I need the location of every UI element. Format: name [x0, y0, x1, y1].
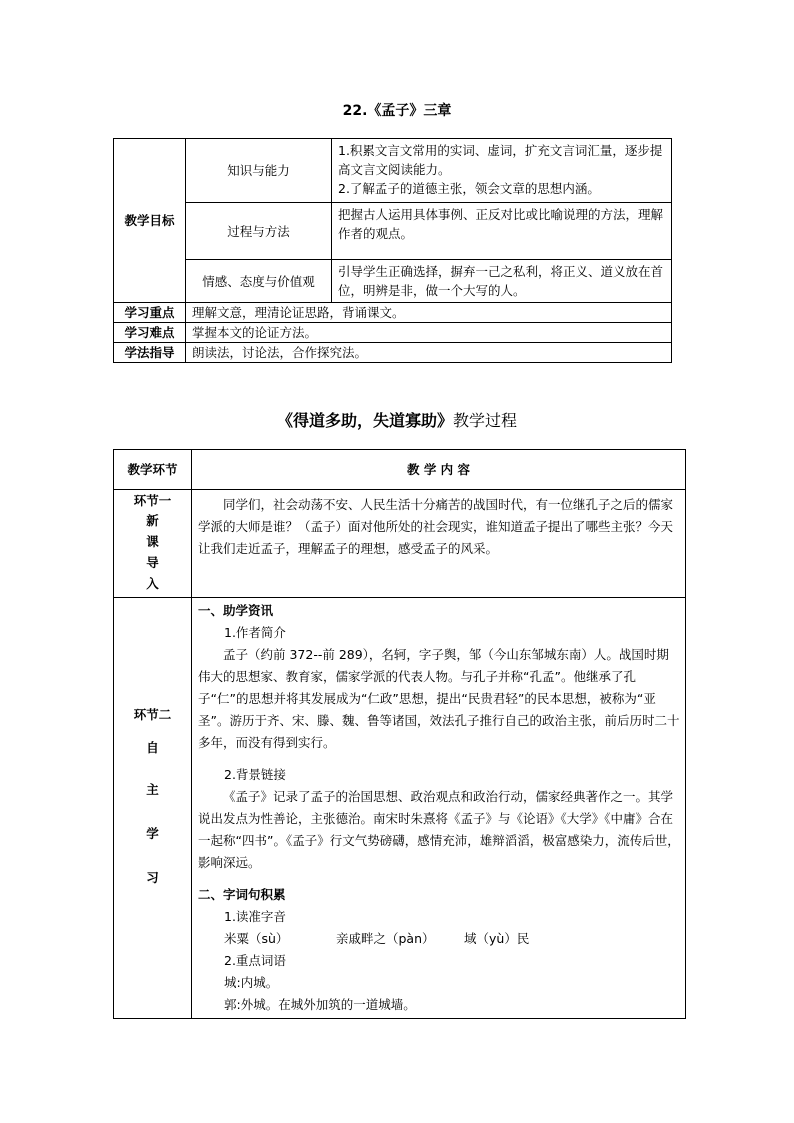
difficulty-label: 学习难点 — [114, 323, 186, 343]
stage2-char: 主 — [146, 782, 159, 797]
key-text: 理解文意，理清论证思路，背诵课文。 — [186, 303, 672, 323]
knowledge-text — [332, 139, 672, 203]
heading-words: 二、字词句积累 — [198, 887, 286, 902]
method-label: 学法指导 — [114, 343, 186, 363]
goal-label: 教学目标 — [114, 139, 186, 303]
difficulty-text: 掌握本文的论证方法。 — [186, 323, 672, 343]
pron-item: 亲戚畔之（pàn） — [336, 931, 435, 946]
pronunciation-row — [198, 928, 681, 950]
category-process: 过程与方法 — [186, 203, 332, 260]
stage1-char: 导 — [146, 555, 159, 570]
stage2-cell — [114, 598, 192, 1019]
stage2-content — [192, 598, 686, 1019]
author-text: 孟子（约前 372--前 289），名轲，字子舆，邹（今山东邹城东南）人。战国时期伟大的思想家、教育家，儒家学派的代表人物。与孔子并称“孔孟”。他继承了孔子“仁”的思想并将其发展成为“仁政”思想，提出“民贵君轻”的民本思想，被称为“亚圣”。游历于齐、宋、滕、魏、鲁等诸国，效法孔子推行自己的政治主张，前后历时二十多年，而没有得到实行。 — [198, 647, 680, 750]
emotion-text: 引导学生正确选择，摒弃一己之私利，将正义、道义放在首位，明辨是非，做一个大写的人。 — [332, 260, 672, 303]
process-text: 把握古人运用具体事例、正反对比或比喻说理的方法，理解作者的观点。 — [332, 203, 672, 260]
knowledge-line-2: 2.了解孟子的道德主张，领会文章的思想内涵。 — [338, 181, 600, 196]
stage1-cell — [114, 490, 192, 598]
stage2-char: 学 — [146, 826, 159, 841]
stage2-char: 自 — [146, 740, 159, 755]
key-label: 学习重点 — [114, 303, 186, 323]
section-title-bold: 《得道多助，失道寡助》 — [276, 411, 453, 430]
knowledge-line-1: 1.积累文言文常用的实词、虚词，扩充文言词汇量，逐步提高文言文阅读能力。 — [338, 143, 663, 177]
keyword-item: 郭:外城。在城外加筑的一道城墙。 — [224, 997, 416, 1012]
process-table — [113, 449, 686, 1019]
sub-background: 2.背景链接 — [224, 767, 286, 782]
doc-title: 22.《孟子》三章 — [342, 103, 452, 119]
sub-keywords: 2.重点词语 — [224, 953, 286, 968]
section-title-rest: 教学过程 — [453, 411, 518, 430]
col-stage-header: 教学环节 — [114, 450, 192, 490]
category-emotion: 情感、态度与价值观 — [186, 260, 332, 303]
stage2-char: 习 — [146, 870, 159, 885]
stage1-char: 新 — [146, 513, 159, 528]
objectives-table — [113, 138, 672, 363]
stage1-text: 同学们，社会动荡不安、人民生活十分痛苦的战国时代，有一位继孔子之后的儒家学派的大师是谁？（孟子）面对他所处的社会现实，谁知道孟子提出了哪些主张？今天让我们走近孟子，理解孟子的理想，感受孟子的风采。 — [192, 490, 686, 598]
stage1-char: 入 — [146, 576, 159, 591]
sub-pronunciation: 1.读准字音 — [224, 909, 286, 924]
background-text: 《孟子》记录了孟子的治国思想、政治观点和政治行动，儒家经典著作之一。其学说出发点为性善论，主张德治。南宋时朱熹将《孟子》与《论语》《大学》《中庸》合在一起称“四书”。《孟子》行文气势磅礴，感情充沛，雄辩滔滔，极富感染力，流传后世，影响深远。 — [198, 789, 680, 870]
section-title — [0, 408, 794, 431]
method-text: 朗读法，讨论法，合作探究法。 — [186, 343, 672, 363]
col-content-header: 教 学 内 容 — [192, 450, 686, 490]
category-knowledge: 知识与能力 — [186, 139, 332, 203]
stage1-label: 环节一 — [133, 493, 172, 508]
pron-item: 域（yù）民 — [464, 931, 530, 946]
stage2-label: 环节二 — [133, 707, 172, 722]
stage1-char: 课 — [146, 534, 159, 549]
heading-info: 一、助学资讯 — [198, 603, 274, 618]
pron-item: 米粟（sù） — [224, 931, 289, 946]
keyword-item: 城:内城。 — [224, 975, 279, 990]
sub-author: 1.作者简介 — [224, 625, 286, 640]
